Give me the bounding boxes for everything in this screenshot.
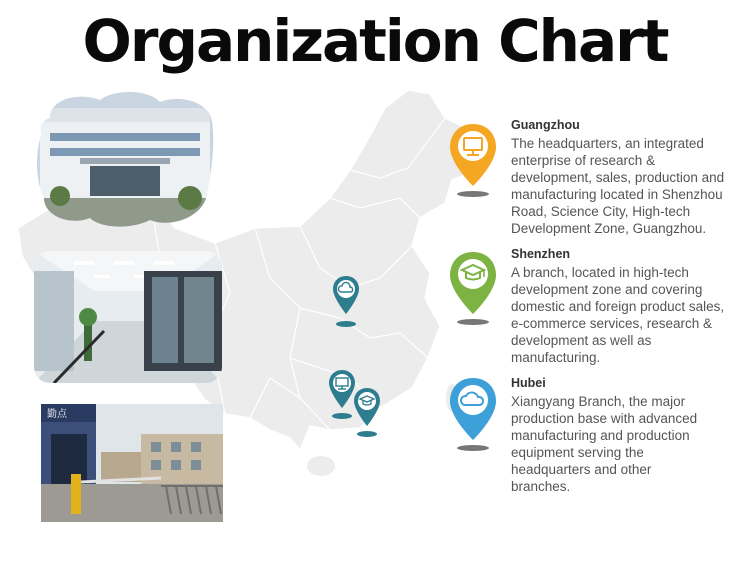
gate-sign-text: 勤点 (47, 409, 67, 420)
description-line: production base with advanced (511, 411, 698, 426)
branch-description (511, 135, 747, 237)
map-pin-shenzhen (353, 386, 381, 438)
description-line: development as well as (511, 333, 652, 348)
description-line: headquarters and other (511, 462, 652, 477)
description-line: manufacturing located in Shenzhou (511, 187, 723, 202)
office-corridor-photo (34, 251, 222, 383)
branch-description (511, 393, 747, 495)
description-line: manufacturing and production (511, 428, 690, 443)
description-line: equipment serving the (511, 445, 644, 460)
pin-guangzhou (447, 122, 499, 212)
description-line: domestic and foreign product sales, (511, 299, 725, 314)
description-line: Development Zone, Guangzhou. (511, 221, 707, 236)
branch-shenzhen (511, 246, 747, 366)
map-pin-hubei (332, 274, 360, 328)
description-line: The headquarters, an integrated (511, 136, 704, 151)
branch-hubei (511, 375, 747, 495)
branch-name: Hubei (511, 376, 546, 390)
factory-gate-photo (41, 404, 223, 522)
headquarters-building-photo (30, 88, 216, 230)
branch-description (511, 264, 747, 366)
branch-name: Guangzhou (511, 118, 580, 132)
description-line: development zone and covering (511, 282, 703, 297)
map-pin-guangzhou (328, 368, 356, 420)
branch-name: Shenzhen (511, 247, 571, 261)
page-title: Organization Chart (82, 7, 668, 75)
pin-shenzhen (447, 250, 499, 340)
description-line: A branch, located in high-tech (511, 265, 689, 280)
description-line: Xiangyang Branch, the major (511, 394, 686, 409)
description-line: manufacturing. (511, 350, 601, 365)
description-line: Road, Science City, High-tech (511, 204, 691, 219)
description-line: development, sales, production and (511, 170, 725, 185)
branch-guangzhou (511, 117, 747, 237)
description-line: e-commerce services, research & (511, 316, 713, 331)
description-line: branches. (511, 479, 571, 494)
description-line: enterprise of research & (511, 153, 656, 168)
pin-hubei (447, 376, 499, 466)
